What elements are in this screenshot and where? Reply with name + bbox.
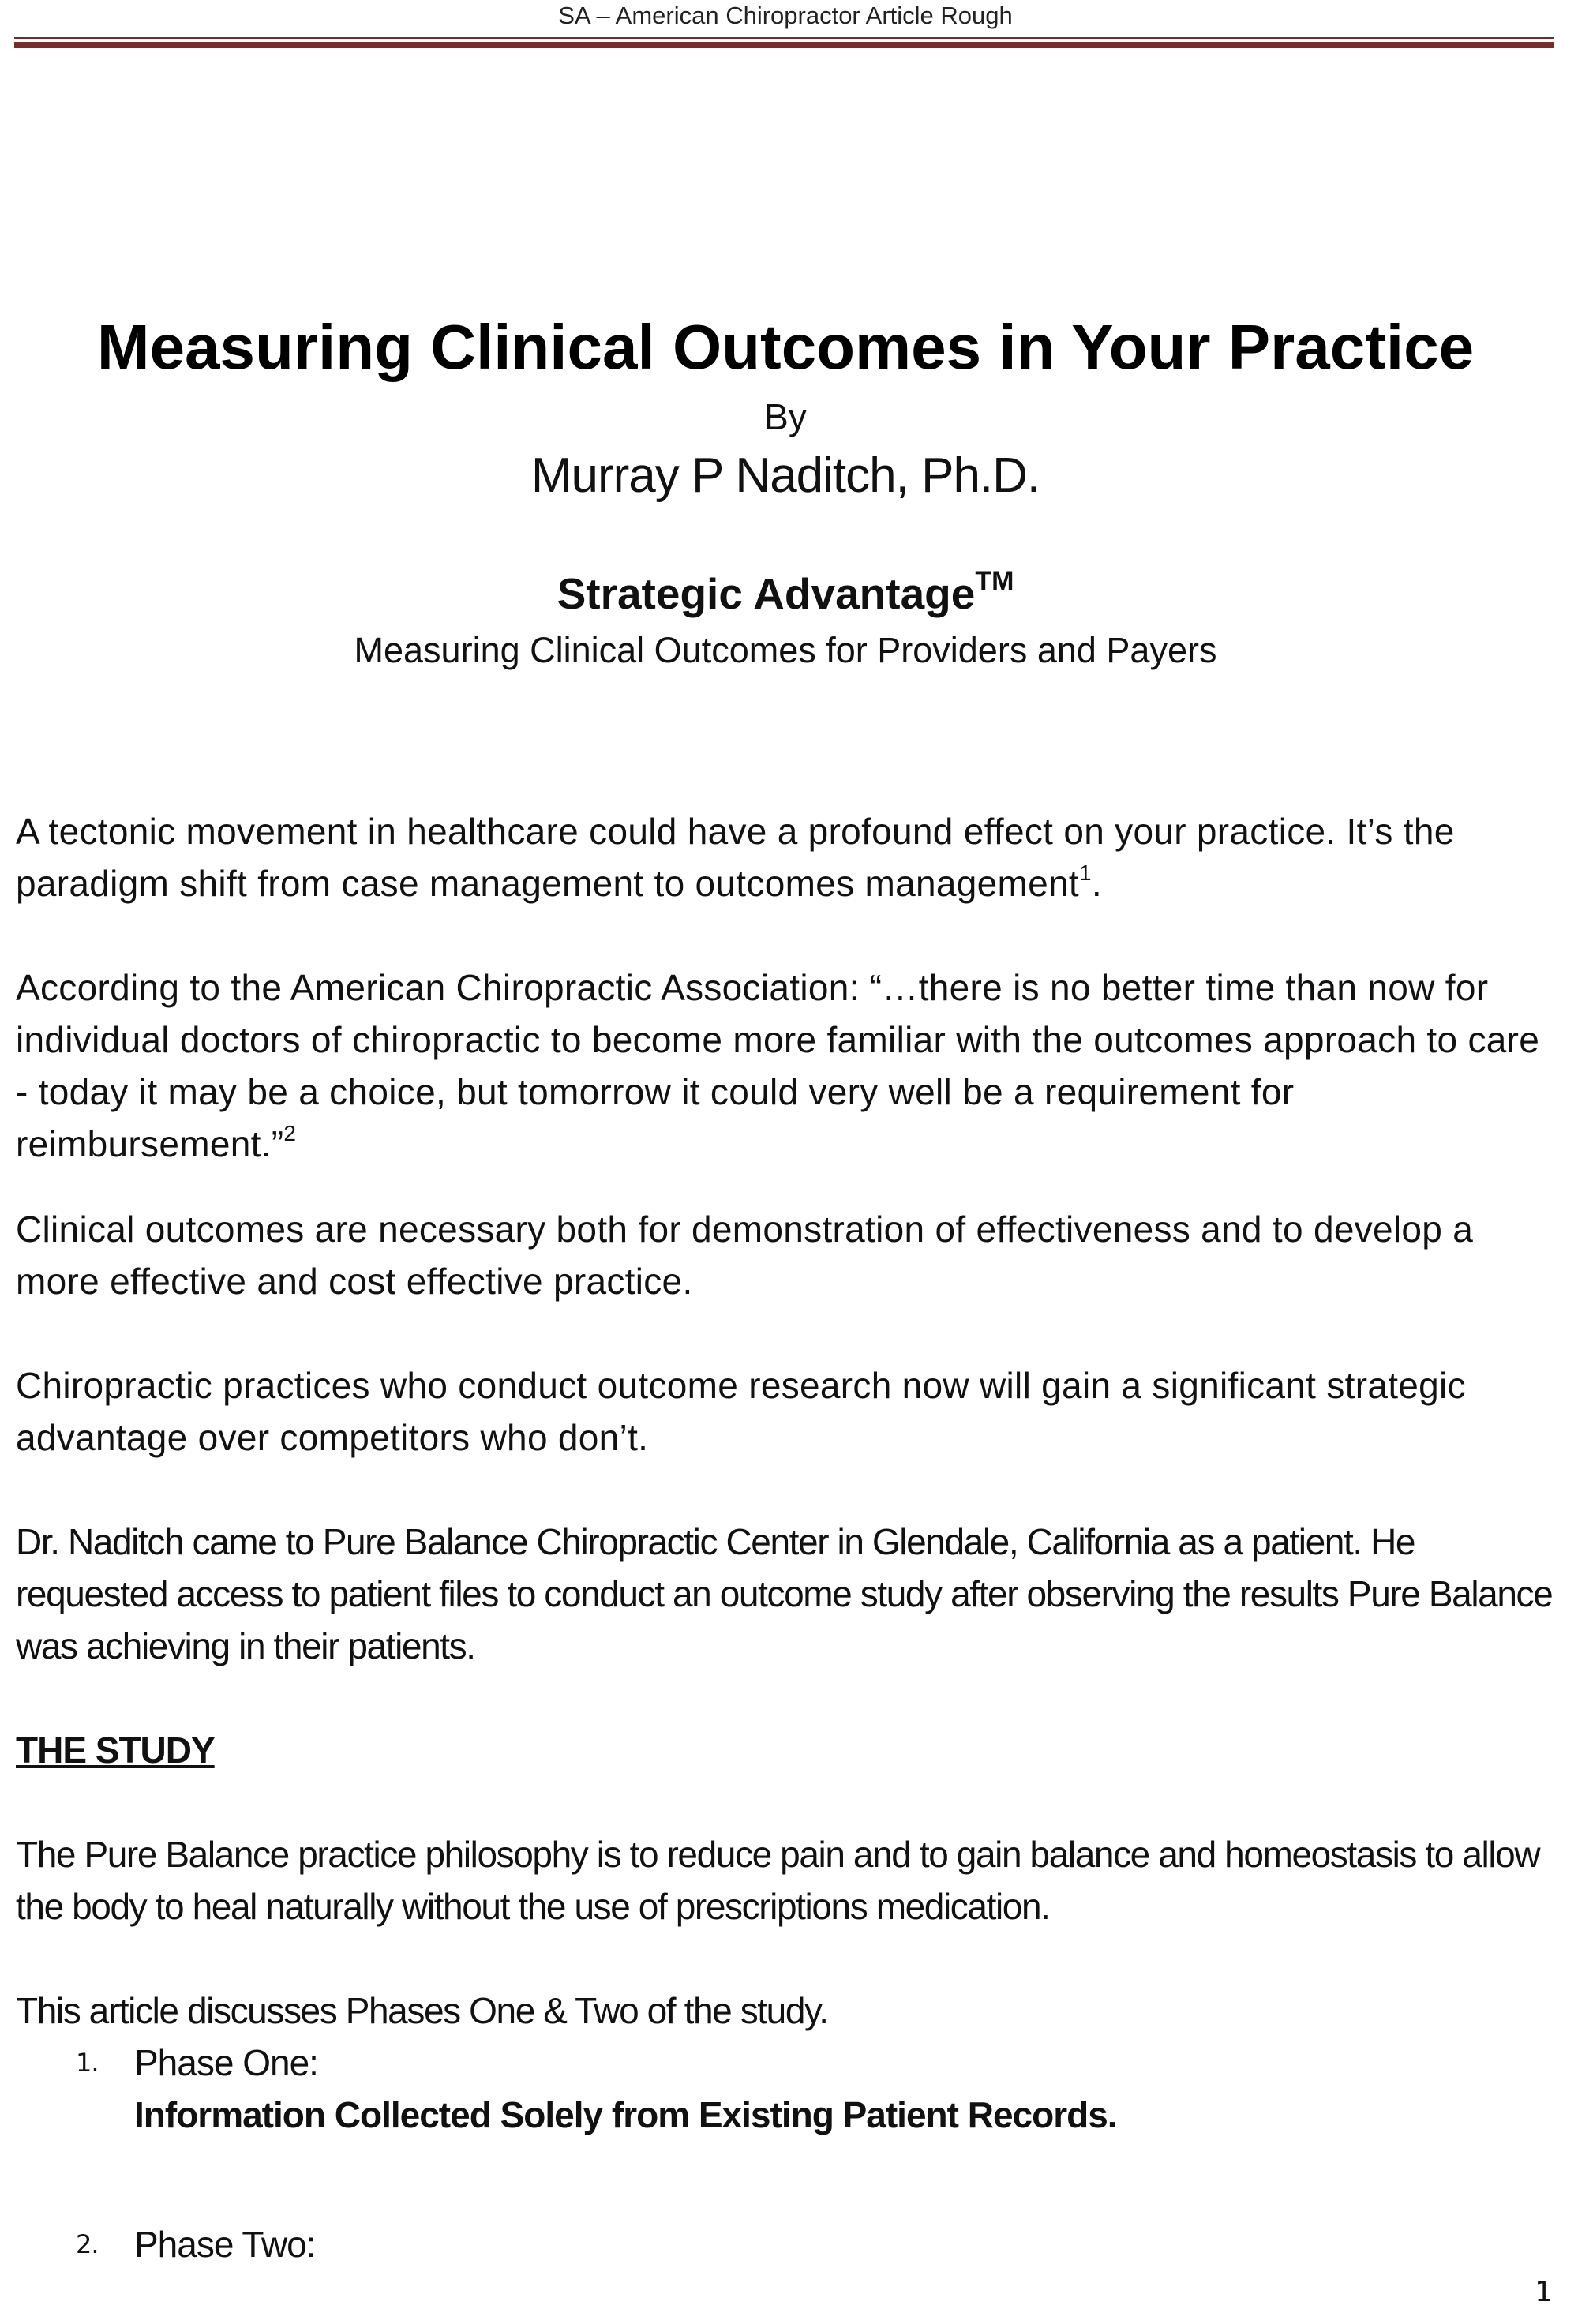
author-name: Murray P Naditch, Ph.D. <box>530 448 1040 503</box>
paragraph-phases-intro: This article discusses Phases One & Two of the study. <box>16 1990 828 2031</box>
paragraph-aca-quote <box>16 961 1559 1170</box>
page-header <box>0 0 1578 47</box>
running-header: SA – American Chiropractor Article Rough <box>558 2 1013 29</box>
paragraph-clinical-outcomes: Clinical outcomes are necessary both for demonstration of effectiveness and to develop a more effective and cost effective practice. <box>16 1209 1474 1302</box>
byline-label: By <box>764 396 807 437</box>
paragraph-naditch-background: Dr. Naditch came to Pure Balance Chiropractic Center in Glendale, California as a patient. He requested access to patient files to conduct an outcome study after observing the results Pure Balance was achieving in their patients. <box>16 1521 1553 1666</box>
paragraph-practice-philosophy: The Pure Balance practice philosophy is to reduce pain and to gain balance and homeostasis to allow the body to heal naturally without the use of prescriptions medication. <box>16 1834 1540 1927</box>
paragraph-intro-end: . <box>1091 863 1102 904</box>
phase-description: Information Collected Solely from Existing Patient Records. <box>134 2094 1117 2135</box>
brand-text: Strategic Advantage <box>557 569 976 618</box>
paragraph-intro <box>16 805 1559 909</box>
brand-tagline: Measuring Clinical Outcomes for Providers and Payers <box>354 630 1217 670</box>
section-heading-the-study: THE STUDY <box>16 1730 215 1771</box>
paragraph-intro-text: A tectonic movement in healthcare could have a profound effect on your practice. It’s the paradigm shift from case management to outcomes management <box>16 811 1455 904</box>
brand-name <box>0 565 1571 622</box>
list-number: 2. <box>76 2229 99 2259</box>
article-title: Measuring Clinical Outcomes in Your Practice <box>96 312 1475 382</box>
header-rule-thick <box>14 42 1554 48</box>
paragraph-strategic-advantage: Chiropractic practices who conduct outcome research now will gain a significant strategic advantage over competitors who don’t. <box>16 1365 1466 1458</box>
footnote-ref-2: 2 <box>283 1121 297 1145</box>
list-number: 1. <box>76 2048 99 2078</box>
paragraph-aca-quote-text: According to the American Chiropractic Association: “…there is no better time than now for individual doctors of chiropractic to become more familiar with the outcomes approach to care - today it may be a choice, but tomorrow it could very well be a requirement for reimbursement.” <box>16 967 1540 1164</box>
trademark-mark: TM <box>975 566 1014 596</box>
phase-label: Phase Two: <box>134 2224 316 2265</box>
header-rule-thin <box>14 37 1554 39</box>
footnote-ref-1: 1 <box>1078 860 1092 885</box>
phase-label: Phase One: <box>134 2042 318 2083</box>
page-number: 1 <box>1535 2276 1553 2308</box>
